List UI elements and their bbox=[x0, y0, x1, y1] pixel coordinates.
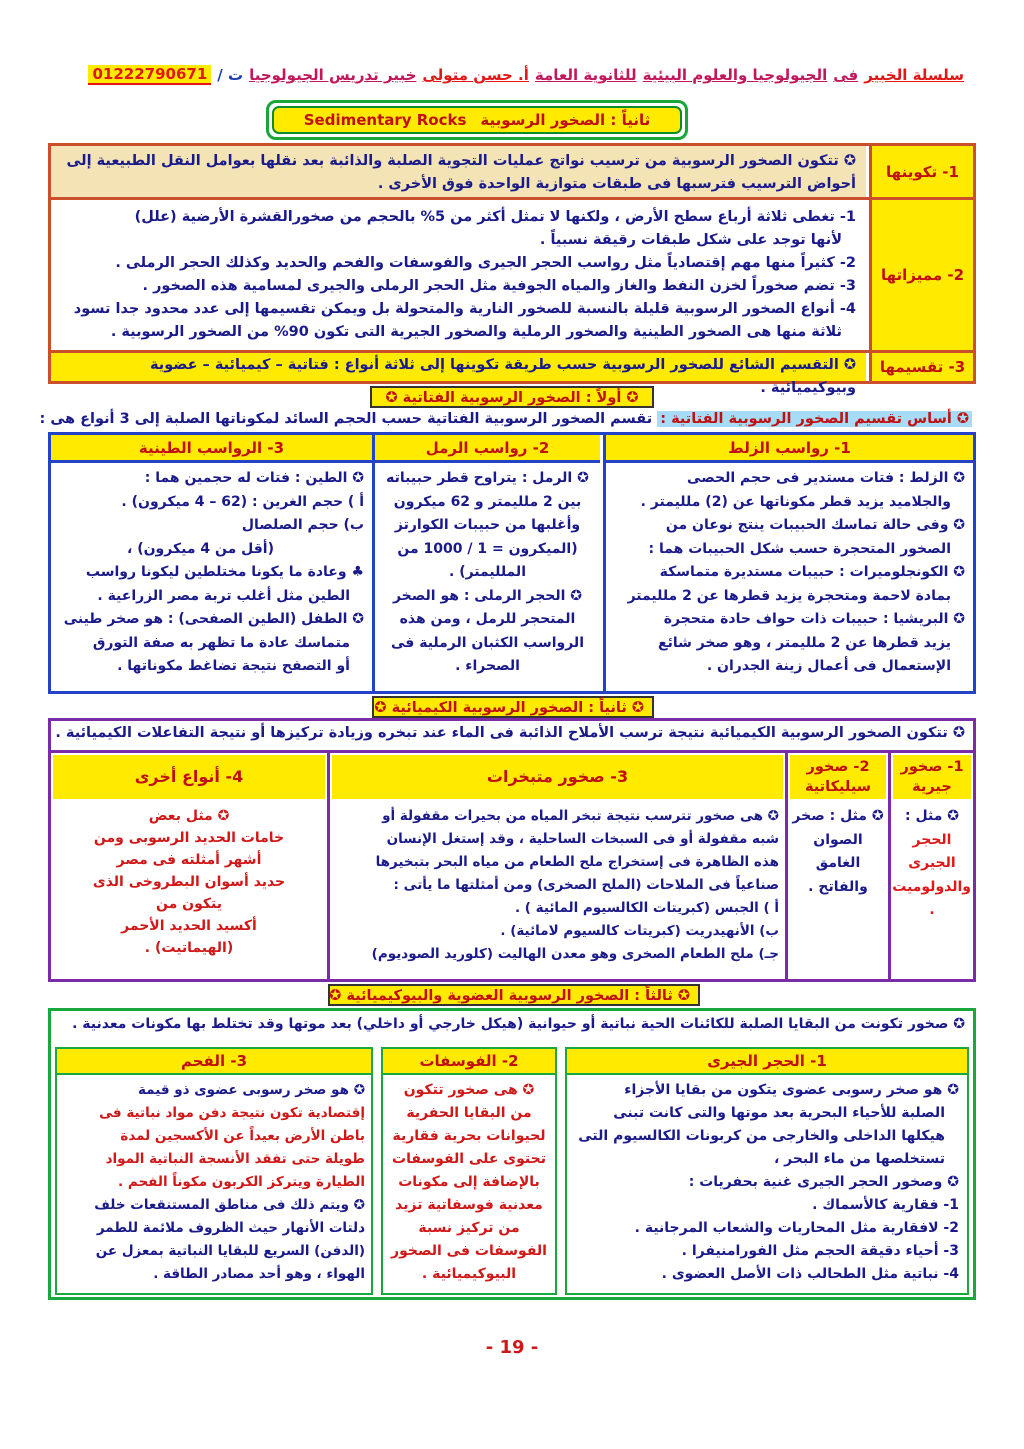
text-line: ✪ هى صخور تتكون bbox=[403, 1082, 535, 1098]
text-line: بالإضافة إلى مكونات bbox=[398, 1174, 540, 1190]
header-level: للثانوية العامة bbox=[534, 66, 637, 84]
col-title-evaporites: 3- صخور متبخرات bbox=[332, 755, 783, 799]
divider bbox=[888, 753, 891, 979]
chemical-banner: ✪ ثانياً : الصخور الرسوبية الكيميائية ✪ bbox=[372, 696, 654, 718]
col-body-clay bbox=[51, 463, 372, 683]
text-line: أحواض الترسيب فترسبها فى طبقات متوازية الواحدة فوق الأخرى . bbox=[377, 176, 856, 192]
text-line: البيوكيميائية . bbox=[421, 1266, 517, 1282]
text-line: 4- أنواع الصخور الرسوبية قليلة بالنسبة للصخور النارية والمتحولة بل ويمكن تقسيمها إلى عدد محدود جدا تسود bbox=[73, 301, 856, 317]
col-body-other bbox=[51, 801, 327, 963]
text-line: الصحراء . bbox=[455, 658, 520, 674]
text-line: الصوان الغامق bbox=[813, 831, 863, 871]
text-line: الصخور المتحجرة حسب شكل الحبيبات هما : bbox=[648, 540, 951, 557]
text-line: لأنها توجد على شكل طبقات رقيقة نسبياً . bbox=[539, 232, 842, 248]
col-title-gravel: 1- رواسب الزلط bbox=[606, 435, 973, 463]
col-title-clay: 3- الرواسب الطينية bbox=[51, 435, 372, 463]
text-line: ✪ التقسيم الشائع للصخور الرسوبية حسب طريقة تكوينها إلى ثلاثة أنواع : فتاتية – كيميائية – عضوية وبيوكيميائية . bbox=[149, 357, 856, 396]
text-line: الرواسب الكثبان الرملية فى bbox=[391, 634, 584, 651]
title-arabic: ثانياً : الصخور الرسوبية bbox=[480, 111, 651, 129]
text-line: باطن الأرض بعيداً عن الأكسجين لمدة bbox=[120, 1128, 365, 1144]
text-line: بين 2 ملليمتر و 62 ميكرون bbox=[393, 493, 582, 510]
text-line: ✪ هو صخر رسوبى عضوى يتكون من بقايا الأجزاء bbox=[624, 1082, 959, 1098]
text-line: ✪ الحجر الرملى : هو الصخر bbox=[392, 587, 583, 604]
text-line: والدولوميت . bbox=[892, 878, 971, 918]
text-line: (الدفن) السريع للبقايا النباتية بمعزل عن bbox=[95, 1243, 365, 1259]
organic-col-coal bbox=[55, 1047, 373, 1295]
text-line: ب) الأنهيدريت (كبريتات كالسيوم لامائية) . bbox=[500, 923, 779, 939]
clastic-banner: ✪ أولاً : الصخور الرسوبية الفتاتية ✪ bbox=[370, 386, 654, 408]
text-line: أ ) حجم الغرين : (62 – 4 ميكرون) . bbox=[121, 493, 364, 510]
text-line: ✪ وفى حالة تماسك الحبيبات ينتج نوعان من bbox=[665, 517, 965, 533]
col-title-coal: 3- الفحم bbox=[57, 1049, 371, 1075]
col-body-silicate bbox=[788, 801, 888, 903]
col-title-other: 4- أنواع أخرى bbox=[53, 755, 325, 799]
title-box bbox=[266, 100, 688, 140]
chemical-table bbox=[48, 718, 976, 982]
row-content-features bbox=[51, 200, 866, 350]
text-line: جـ) ملح الطعام الصخرى وهو معدن الهاليت (كلوريد الصوديوم) bbox=[371, 946, 779, 962]
header-line bbox=[60, 62, 964, 88]
text-line: ✪ هى صخور تترسب نتيجة تبخر المياه من بحيرات مقفولة أو bbox=[382, 808, 779, 824]
row-content-classification bbox=[51, 353, 866, 396]
organic-table bbox=[48, 1008, 976, 1300]
row-classification bbox=[51, 353, 973, 396]
text-line: ✪ الزلط : فتات مستدير فى حجم الحصى bbox=[687, 470, 965, 486]
text-line: ✪ مثل : bbox=[905, 808, 959, 824]
text-line: 1- تغطى ثلاثة أرباع سطح الأرض ، ولكنها لا تمثل أكثر من 5% بالحجم من صخورالقشرة الأرضية (علل) bbox=[134, 209, 856, 225]
row-features bbox=[51, 200, 973, 353]
organic-col-limestone bbox=[565, 1047, 969, 1295]
row-formation bbox=[51, 146, 973, 200]
text-line: ✪ الطين : فتات له حجمين هما : bbox=[144, 470, 364, 486]
col-body-lime bbox=[891, 801, 973, 927]
col-title-lime: 1- صخور جيرية bbox=[893, 755, 971, 799]
header-tel: ت / bbox=[217, 66, 244, 84]
col-body-phosphate bbox=[383, 1075, 555, 1290]
divider bbox=[327, 753, 330, 979]
text-line: من تركيز نسبة bbox=[418, 1220, 520, 1236]
row-label-classification: 3- تقسيمها bbox=[869, 353, 973, 381]
text-line: 3- أحياء دقيقة الحجم مثل الفورامنيفرا . bbox=[681, 1243, 959, 1259]
col-body-limestone bbox=[567, 1075, 967, 1290]
text-line: 2- لافقارية مثل المحاريات والشعاب المرجانية . bbox=[634, 1220, 959, 1236]
clastic-basis-text: تقسم الصخور الرسوبية الفتاتية حسب الحجم السائد لمكوناتها الصلبة إلى 3 أنواع هى : bbox=[39, 411, 653, 427]
header-fi: فى bbox=[833, 66, 859, 84]
chemical-intro: ✪ تتكون الصخور الرسوبية الكيميائية نتيجة ترسب الأملاح الذائبة فى الماء عند تبخره وزيادة تركيزها أو نتيجة التفاعلات الكيميائية . bbox=[51, 721, 973, 753]
text-line: أكسيد الحديد الأحمر bbox=[121, 918, 257, 934]
text-line: ✪ الطفل (الطين الصفحى) : هو صخر طينى bbox=[63, 611, 364, 627]
text-line: الطين مثل أغلب تربة مصر الزراعية . bbox=[97, 587, 350, 604]
text-line: وأغلبها من حبيبات الكوارتز bbox=[394, 517, 581, 533]
clastic-basis-key: ✪ أساس تقسيم الصخور الرسوبية الفتاتية : bbox=[657, 411, 972, 427]
text-line: ✪ ويتم ذلك فى مناطق المستنقعات خلف bbox=[94, 1197, 365, 1213]
text-line: ✪ تتكون الصخور الرسوبية من ترسيب نواتج عمليات التجوية الصلبة والذائبة بعد نقلها بعوامل النقل الطبيعية إلى bbox=[66, 153, 856, 169]
text-line: شبه مقفولة أو فى السبخات الساحلية ، وقد إستغل الإنسان bbox=[386, 831, 779, 847]
row-label-features: 2- مميزاتها bbox=[869, 200, 973, 350]
text-line: 3- تضم صخوراً لخزن النفط والغاز والمياه الجوفية مثل الحجر الرملى والجيرى لمسامية هذه الصخور . bbox=[142, 278, 856, 294]
text-line: 4- نباتية مثل الطحالب ذات الأصل العضوى . bbox=[661, 1266, 959, 1282]
row-content-formation bbox=[51, 146, 866, 197]
text-line: دلتات الأنهار حيث الظروف ملائمة للطمر bbox=[96, 1220, 365, 1236]
text-line: الملليمتر) . bbox=[449, 564, 526, 580]
header-series: سلسلة الخبير bbox=[864, 66, 964, 84]
col-body-gravel bbox=[606, 463, 973, 683]
text-line: تستخلصها من ماء البحر ، bbox=[773, 1151, 945, 1167]
col-title-sand: 2- رواسب الرمل bbox=[375, 435, 600, 463]
text-line: هيكلها الداخلى والخارجى من كربونات الكالسيوم التى bbox=[578, 1128, 945, 1144]
text-line: معدنية فوسفاتية تزيد bbox=[395, 1197, 543, 1213]
text-line: ✪ الكونجلوميرات : حبيبات مستديرة متماسكة bbox=[659, 564, 965, 580]
divider bbox=[785, 753, 788, 979]
text-line: ✪ مثل بعض bbox=[148, 808, 230, 824]
col-title-limestone: 1- الحجر الجيرى bbox=[567, 1049, 967, 1075]
text-line: الصلبة للأحياء البحرية بعد موتها والتى كانت تبنى bbox=[613, 1105, 945, 1121]
text-line: هذه الظاهرة فى إستخراج ملح الطعام من مياه البحر بتبخيرها bbox=[375, 854, 779, 870]
text-line: والفاتح . bbox=[808, 878, 868, 895]
text-line: (أقل من 4 ميكرون) ، bbox=[127, 540, 274, 557]
text-line: أو التصفح نتيجة تضاغط مكوناتها . bbox=[117, 658, 350, 674]
text-line: يتكون من bbox=[156, 896, 222, 912]
header-expert: خبير تدريس الجيولوجيا bbox=[249, 66, 417, 84]
text-line: ✪ الرمل : يتراوح قطر حبيباته bbox=[386, 470, 589, 486]
col-body-coal bbox=[57, 1075, 371, 1290]
text-line: ثلاثة منها هى الصخور الطينية والصخور الرملية والصخور الجيرية التى تكون 90% من الصخور الرسوبية . bbox=[110, 324, 842, 340]
text-line: إقتصادية تكون نتيجة دفن مواد نباتية فى bbox=[99, 1105, 365, 1121]
properties-table bbox=[48, 143, 976, 396]
text-line: يزيد قطرها عن 2 ملليمتر ، وهو صخر شائع bbox=[658, 634, 951, 651]
header-teacher: أ. حسن متولى bbox=[422, 66, 529, 84]
text-line: متماسك عادة ما تظهر به صفة التورق bbox=[92, 634, 350, 651]
organic-banner: ✪ ثالثاً : الصخور الرسوبية العضوية والبيوكيميائية ✪ bbox=[328, 984, 700, 1006]
text-line: ♣ وعادة ما يكونا مختلطين ليكونا رواسب bbox=[85, 564, 364, 580]
title-english: Sedimentary Rocks bbox=[303, 111, 467, 129]
col-body-sand bbox=[375, 463, 600, 683]
text-line: ب) حجم الصلصال bbox=[241, 517, 364, 533]
text-line: (الميكرون = 1 / 1000 من bbox=[397, 540, 578, 557]
clastic-table bbox=[48, 432, 976, 694]
clastic-col-sand bbox=[372, 435, 600, 691]
clastic-col-gravel bbox=[603, 435, 973, 691]
header-subject: الجيولوجيا والعلوم البيئية bbox=[642, 66, 828, 84]
text-line: (الهيماتيت) . bbox=[144, 940, 234, 956]
text-line: أ ) الجبس (كبريتات الكالسيوم المائية ) . bbox=[514, 900, 779, 916]
text-line: طويلة حتى تفقد الأنسجة النباتية المواد bbox=[105, 1151, 365, 1167]
chemical-col-silicate bbox=[788, 753, 888, 979]
text-line: تحتوى على الفوسفات bbox=[392, 1151, 546, 1167]
chemical-col-lime bbox=[891, 753, 973, 979]
text-line: والجلاميد يزيد قطر مكوناتها عن (2) ملليمتر . bbox=[640, 493, 951, 510]
text-line: الإستعمال فى أعمال زينة الجدران . bbox=[706, 658, 951, 674]
chemical-col-other bbox=[51, 753, 327, 979]
clastic-col-clay bbox=[51, 435, 372, 691]
organic-intro: ✪ صخور تكونت من البقايا الصلبة للكائنات الحية نباتية أو حيوانية (هيكل خارجي أو داخلي) بعد موتها وقد تختلط بها مكونات معدنية . bbox=[72, 1016, 965, 1032]
title-inner bbox=[272, 106, 682, 134]
text-line: خامات الحديد الرسوبى ومن bbox=[93, 830, 285, 846]
text-line: ✪ هو صخر رسوبى عضوى ذو قيمة bbox=[137, 1082, 365, 1098]
text-line: 1- فقارية كالأسماك . bbox=[812, 1197, 959, 1213]
text-line: حديد أسوان البطروخى الذى bbox=[92, 874, 286, 890]
col-title-silicate: 2- صخور سيليكاتية bbox=[790, 755, 886, 799]
text-line: ✪ وصخور الحجر الجيرى غنية بحفريات : bbox=[688, 1174, 959, 1190]
text-line: الهواء ، وهو أحد مصادر الطاقة . bbox=[153, 1266, 365, 1282]
text-line: الطيارة ويتركز الكربون مكوناً الفحم . bbox=[118, 1174, 365, 1190]
text-line: ✪ مثل : صخر bbox=[792, 808, 884, 824]
text-line: من البقايا الحفرية bbox=[406, 1105, 532, 1121]
text-line: صناعياً فى الملاحات (الملح الصخرى) ومن أمثلتها ما يأتى : bbox=[393, 877, 779, 893]
text-line: المتحجر للرمل ، ومن هذه bbox=[399, 611, 576, 627]
chemical-col-evaporites bbox=[330, 753, 785, 979]
header-phone: 01222790671 bbox=[88, 65, 211, 85]
row-label-formation: 1- تكوينها bbox=[869, 146, 973, 197]
clastic-basis bbox=[39, 409, 972, 429]
organic-col-phosphate bbox=[381, 1047, 557, 1295]
text-line: 2- كثيراً منها مهم إقتصادياً مثل رواسب الحجر الجيرى والفوسفات والفحم والحديد وكذلك الحجر الرملى . bbox=[115, 255, 856, 271]
text-line: لحيوانات بحرية فقارية bbox=[392, 1128, 546, 1144]
text-line: الحجر الجيرى bbox=[908, 831, 956, 871]
text-line: الفوسفات فى الصخور bbox=[391, 1243, 547, 1259]
page-number: - 19 - bbox=[485, 1337, 539, 1358]
text-line: ✪ البريشيا : حبيبات ذات حواف حادة متحجرة bbox=[663, 611, 965, 627]
text-line: أشهر أمثلته فى مصر bbox=[116, 852, 262, 868]
col-title-phosphate: 2- الفوسفات bbox=[383, 1049, 555, 1075]
col-body-evaporites bbox=[330, 801, 785, 970]
text-line: بمادة لاحمة ومتحجرة يزيد قطرها عن 2 ملليمتر bbox=[627, 587, 951, 604]
